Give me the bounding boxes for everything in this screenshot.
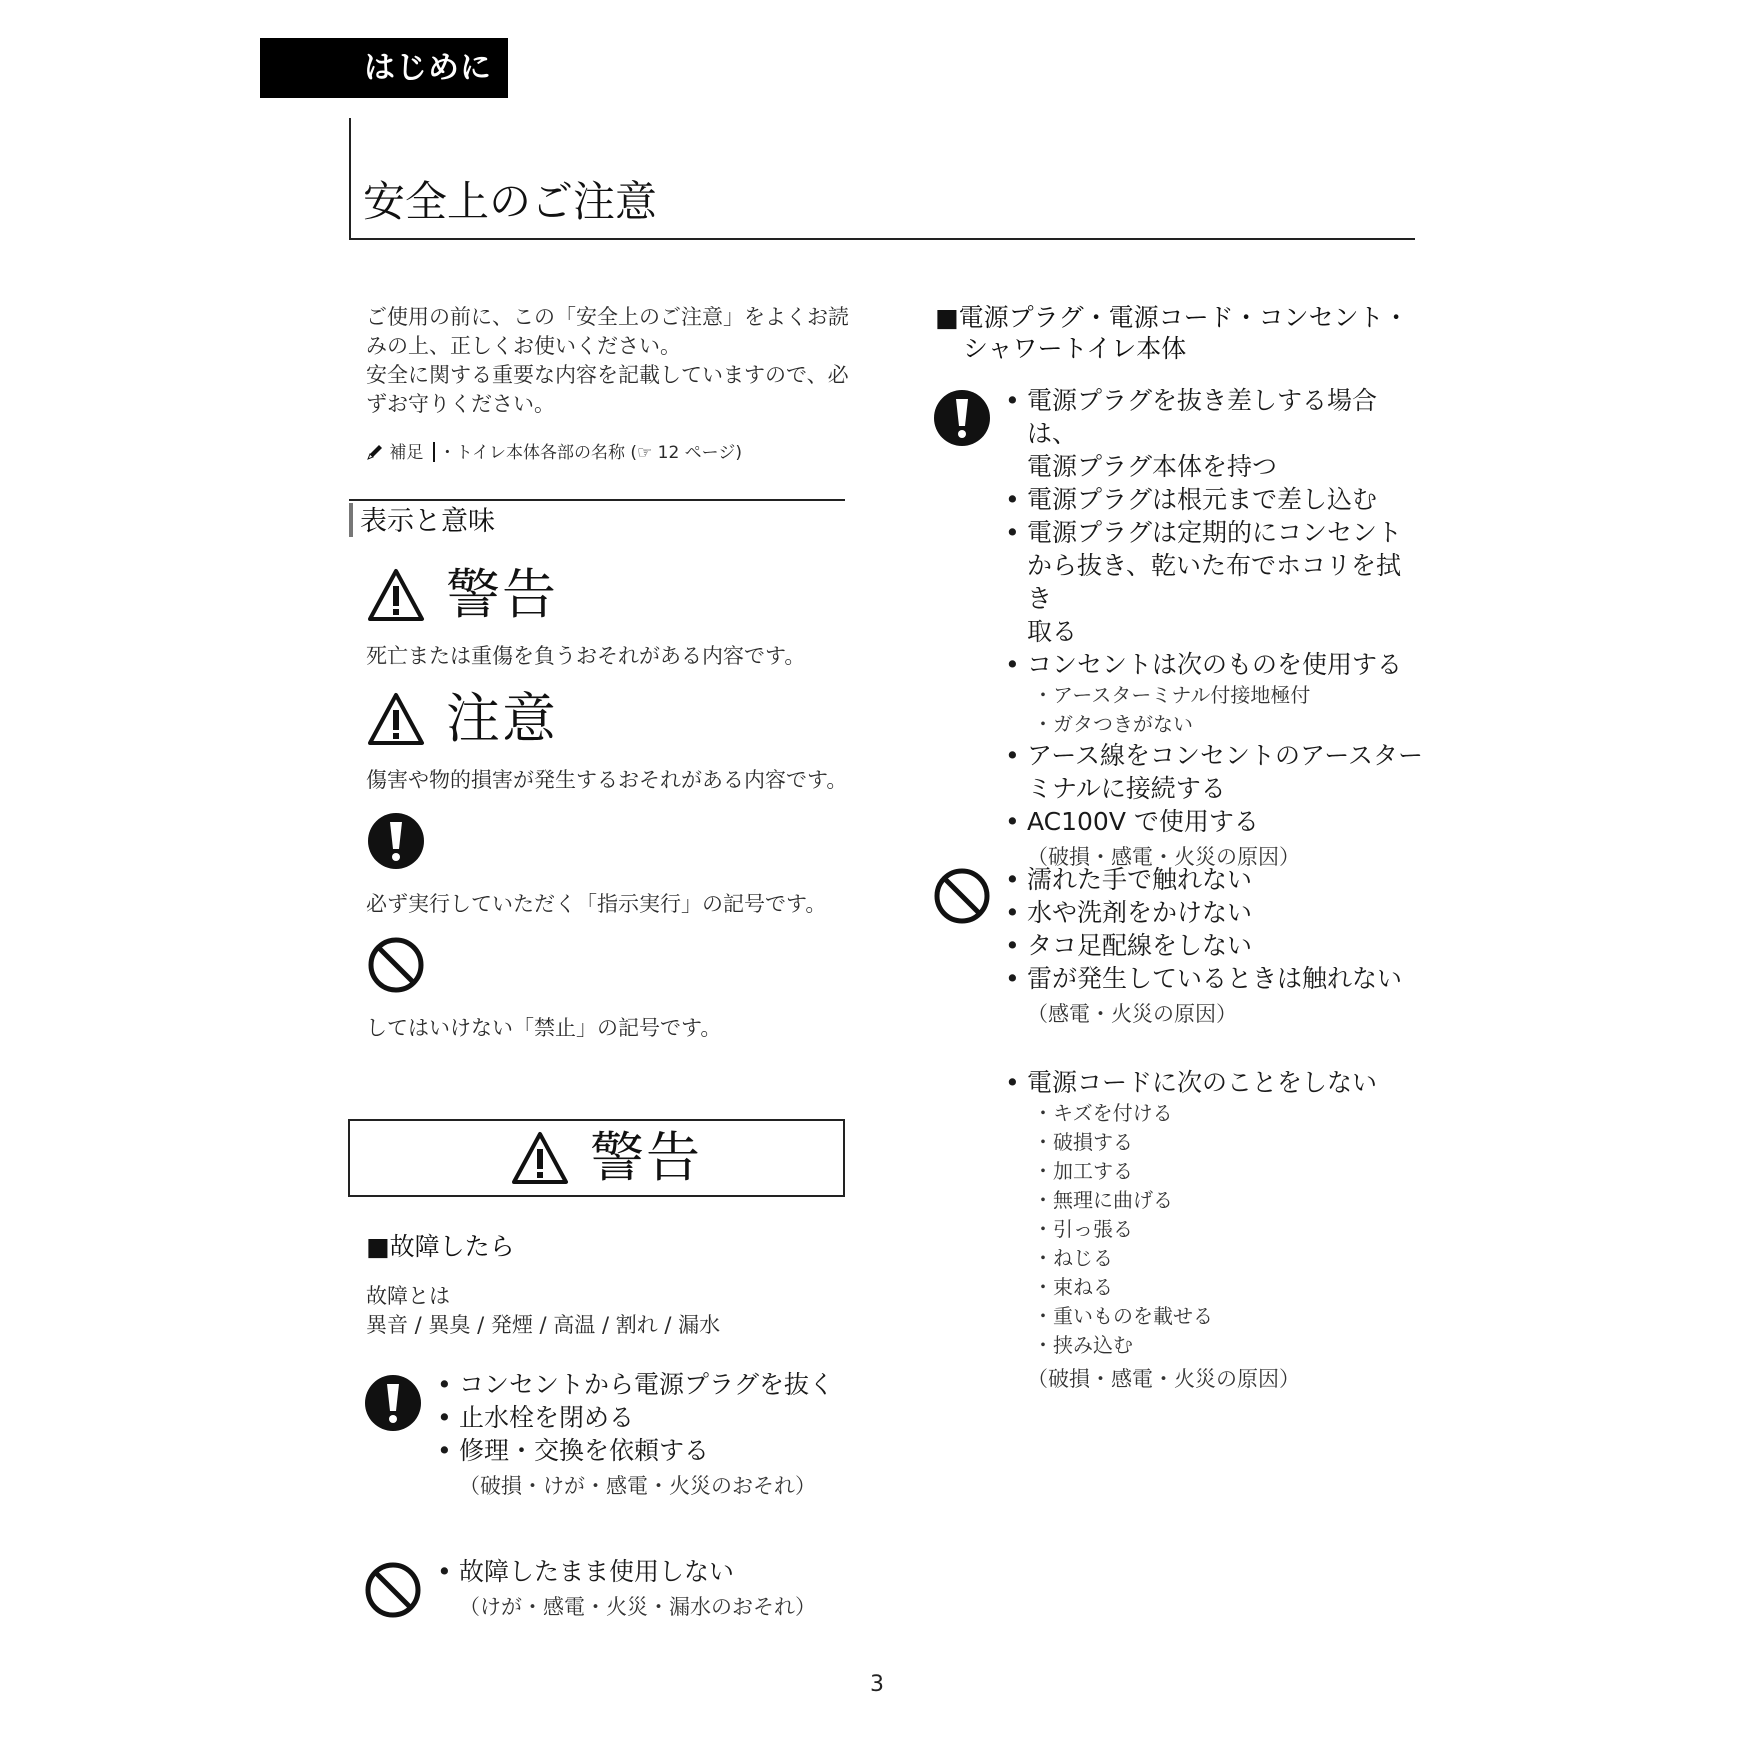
mandatory-description: 必ず実行していただく「指示実行」の記号です。 bbox=[366, 892, 827, 916]
intro-line: 安全に関する重要な内容を記載していますので、必 bbox=[366, 363, 849, 387]
malfunction-definition-items: 異音 / 異臭 / 発煙 / 高温 / 割れ / 漏水 bbox=[366, 1313, 721, 1337]
power-dont-list bbox=[1005, 863, 1425, 1029]
intro-line: みの上、正しくお使いください。 bbox=[366, 334, 681, 358]
sub-list-item: ・無理に曲げる bbox=[1033, 1188, 1173, 1212]
sub-list-item: ・破損する bbox=[1033, 1130, 1133, 1154]
legend-warning bbox=[366, 563, 558, 627]
subsection-marker bbox=[349, 503, 353, 537]
list-item: • コンセントは次のものを使用する bbox=[1005, 648, 1425, 681]
list-item: • 止水栓を閉める bbox=[437, 1401, 857, 1434]
warning-banner-word: 警告 bbox=[590, 1126, 702, 1189]
malfunction-do-list bbox=[437, 1368, 857, 1501]
mandatory-icon bbox=[933, 389, 991, 447]
title-horizontal-rule bbox=[349, 238, 1415, 240]
page-number: 3 bbox=[870, 1672, 884, 1697]
sub-list-item: ・引っ張る bbox=[1033, 1217, 1133, 1241]
list-item-line: から抜き、乾いた布でホコリを拭き bbox=[1027, 551, 1402, 613]
legend-caution bbox=[366, 687, 558, 751]
list-item bbox=[1005, 739, 1425, 805]
list-item: • 水や洗剤をかけない bbox=[1005, 896, 1425, 929]
power-heading bbox=[935, 302, 1409, 364]
list-item: • 電源コードに次のことをしない bbox=[1005, 1066, 1425, 1099]
note-divider bbox=[433, 442, 435, 462]
title-vertical-rule bbox=[349, 118, 351, 240]
caution-triangle-icon bbox=[366, 691, 426, 747]
sub-list-item: ・挟み込む bbox=[1033, 1333, 1133, 1357]
prohibited-icon bbox=[933, 867, 991, 925]
section-tab: はじめに bbox=[260, 38, 508, 98]
note-label: 補足 bbox=[389, 443, 424, 463]
note-text[interactable]: ・トイレ本体各部の名称 (☞ 12 ページ) bbox=[438, 443, 742, 463]
malfunction-heading: ■故障したら bbox=[366, 1232, 515, 1261]
mandatory-icon bbox=[364, 1374, 422, 1432]
list-item-line: ミナルに接続する bbox=[1027, 774, 1226, 803]
warning-triangle-icon bbox=[366, 567, 426, 623]
intro-line: ご使用の前に、この「安全上のご注意」をよくお読 bbox=[366, 305, 849, 329]
sub-list-item: ・加工する bbox=[1033, 1159, 1133, 1183]
sub-list-item: ・束ねる bbox=[1033, 1275, 1113, 1299]
list-item: • 雷が発生しているときは触れない bbox=[1005, 962, 1425, 995]
list-item-line: 取る bbox=[1027, 617, 1078, 646]
subsection-rule bbox=[349, 499, 845, 501]
list-item-line: • 電源プラグは定期的にコンセント bbox=[1027, 518, 1403, 547]
prohibited-icon bbox=[367, 936, 425, 994]
page-title: 安全上のご注意 bbox=[363, 177, 658, 226]
list-item: • 故障したまま使用しない bbox=[437, 1555, 857, 1588]
prohibited-description: してはいけない「禁止」の記号です。 bbox=[366, 1016, 722, 1040]
list-item-line: • 電源プラグを抜き差しする場合は、 bbox=[1027, 386, 1378, 448]
list-item-line: 電源プラグ本体を持つ bbox=[1027, 452, 1278, 481]
warning-triangle-icon bbox=[510, 1130, 570, 1186]
legend-heading: 表示と意味 bbox=[360, 506, 495, 537]
sub-list-item: ・ガタつきがない bbox=[1033, 712, 1193, 736]
cause-note: （感電・火災の原因） bbox=[1027, 1002, 1237, 1026]
warning-word: 警告 bbox=[446, 563, 558, 626]
power-heading-line: ■電源プラグ・電源コード・コンセント・ bbox=[935, 303, 1409, 332]
sub-list-item: ・アースターミナル付接地極付 bbox=[1033, 683, 1311, 707]
sub-list-item: ・キズを付ける bbox=[1033, 1101, 1173, 1125]
power-heading-line: シャワートイレ本体 bbox=[963, 334, 1187, 363]
list-item bbox=[1005, 516, 1425, 648]
list-item bbox=[1005, 384, 1425, 483]
malfunction-dont-list bbox=[437, 1555, 857, 1622]
list-item: • タコ足配線をしない bbox=[1005, 929, 1425, 962]
intro-line: ずお守りください。 bbox=[366, 392, 555, 416]
pencil-icon bbox=[366, 443, 384, 461]
caution-word: 注意 bbox=[446, 687, 558, 750]
cause-note: （破損・感電・火災の原因） bbox=[1027, 845, 1300, 869]
intro-paragraph bbox=[366, 303, 856, 419]
list-item: • 修理・交換を依頼する bbox=[437, 1434, 857, 1467]
mandatory-icon bbox=[367, 812, 425, 870]
list-item: • AC100V で使用する bbox=[1005, 805, 1425, 838]
prohibited-icon bbox=[364, 1561, 422, 1619]
list-item-line: • アース線をコンセントのアースター bbox=[1027, 741, 1424, 770]
caution-description: 傷害や物的損害が発生するおそれがある内容です。 bbox=[366, 768, 848, 792]
cause-note: （破損・感電・火災の原因） bbox=[1027, 1367, 1300, 1391]
malfunction-definition-label: 故障とは bbox=[366, 1284, 450, 1308]
power-do-list bbox=[1005, 384, 1425, 872]
sub-list-item: ・ねじる bbox=[1033, 1246, 1113, 1270]
list-item: • 濡れた手で触れない bbox=[1005, 863, 1425, 896]
cause-note: （けが・感電・火災・漏水のおそれ） bbox=[459, 1595, 816, 1619]
supplement-note bbox=[366, 441, 742, 465]
warning-description: 死亡または重傷を負うおそれがある内容です。 bbox=[366, 644, 806, 668]
list-item: • 電源プラグは根元まで差し込む bbox=[1005, 483, 1425, 516]
list-item: • コンセントから電源プラグを抜く bbox=[437, 1368, 857, 1401]
cause-note: （破損・けが・感電・火災のおそれ） bbox=[459, 1474, 816, 1498]
sub-list-item: ・重いものを載せる bbox=[1033, 1304, 1213, 1328]
power-cord-list bbox=[1005, 1066, 1425, 1394]
warning-banner bbox=[348, 1119, 845, 1197]
